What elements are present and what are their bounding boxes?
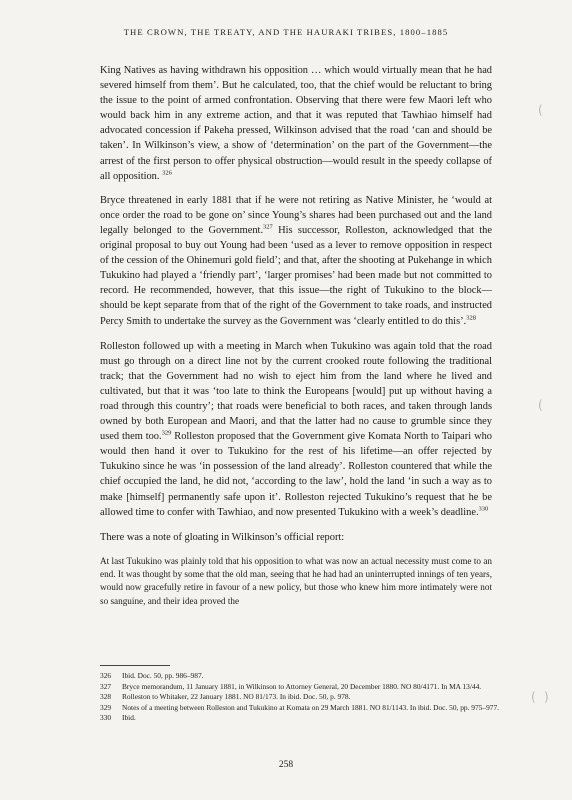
footnote-text: Ibid. Doc. 50, pp. 986–987. [122, 671, 204, 680]
footnote-number: 328 [100, 692, 112, 702]
footnote-327 [100, 682, 500, 693]
paragraph-2 [100, 193, 492, 329]
paragraph-3-text-b: Rolleston proposed that the Government give Komata North to Taipari who would then hand it over to Tukukino for the rest of his lifetime—an offer rejected by Tukukino since he was ‘in possession of the land already’. Rolleston countered that while the chief occupied the land, he did not, ‘according to the law’, hold the land ‘in such a way as to make [himself] permanently safe upon it’. Rolleston rejected Tukukino’s request that he be allowed time to confer with Tawhiao, and now presented Tukukino with a week’s deadline. [100, 431, 492, 518]
paragraph-3-text-a: Rolleston followed up with a meeting in March when Tukukino was again told that the road must go through on a direct line not by the current crooked route following the traditional track; that the Government had no wish to eject him from the land where he lived and cultivated, but that it was ‘too late to think the Europeans [would] put up without having a road through this country’; that roads were beneficial to both races, and taken through lands owned by both European and Maori, and that the latter had no cause to grumble since they used them too. [100, 340, 492, 443]
margin-bracket-mark: ( [531, 690, 536, 704]
page-number: 258 [278, 760, 294, 770]
paragraph-2-text-a: Bryce threatened in early 1881 that if he were not retiring as Native Minister, he ‘would at once order the road to be gone on’ since Young’s shares had been purchased out and the land legally belonged to the Government. [100, 194, 492, 236]
footnote-ref-329[interactable]: 329 [161, 429, 172, 437]
footnote-text: Rolleston to Whitaker, 22 January 1881. NO 81/173. In ibid. Doc. 50, p. 978. [122, 692, 351, 702]
footnote-328 [100, 692, 500, 703]
running-header: THE CROWN, THE TREATY, AND THE HAURAKI TRIBES, 1800–1885 [123, 27, 449, 37]
paragraph-2-text-b: His successor, Rolleston, acknowledged that the original proposal to buy out Young had been ‘used as a lever to remove opposition in respect of the cession of the Ohinemuri gold field’; and that, after the shooting at Pukehange in which Tukukino had played a ‘friendly part’, ‘larger promises’ had been made but not committed to record. He recommended, however, that this issue—the right of Tukukino to the block—should be kept separate from that of the right of the Government to take roads, and instructed Percy Smith to undertake the survey as the Government was ‘clearly entitled to do this’. [100, 224, 492, 327]
margin-bracket-mark: ( [538, 398, 543, 412]
footnote-text: Ibid. [122, 713, 136, 723]
paragraph-4: There was a note of gloating in Wilkinson’s official report: [100, 531, 345, 543]
paragraph-1 [100, 63, 492, 184]
footnote-number: 326 [100, 671, 112, 680]
footnote-ref-330[interactable]: 330 [478, 505, 489, 513]
footnote-number: 327 [100, 681, 112, 691]
main-text [100, 63, 492, 618]
footnote-326 [100, 671, 500, 682]
footnote-ref-326[interactable]: 326 [162, 169, 172, 177]
footnote-text: Notes of a meeting between Rolleston and Tukukino at Komata on 29 March 1881. NO 81/1143. In ibid. Doc. 50, pp. 975–977. [122, 702, 500, 712]
margin-bracket-mark: ( [538, 103, 543, 117]
footnote-ref-327[interactable]: 327 [263, 223, 273, 231]
footnotes [100, 671, 500, 724]
footnote-number: 329 [100, 702, 112, 712]
block-quote: At last Tukukino was plainly told that his opposition to what was now an actual necessity must come to an end. It was thought by some that the old man, seeing that he had had an uninterrupted innings of ten years, would now gracefully retire in favour of a new policy, but those who knew him more intimately were not so sanguine, and their idea proved the [100, 555, 492, 606]
footnote-ref-328[interactable]: 328 [466, 314, 476, 322]
margin-bracket-mark: ) [544, 690, 549, 704]
footnote-number: 330 [100, 713, 112, 723]
paragraph-3 [100, 339, 492, 520]
paragraph-1-text: King Natives as having withdrawn his opposition … which would virtually mean that he had severed himself from them’. But he calculated, too, that the chief would be reluctant to bring the issue to the point of armed confrontation. Observing that there were few Maori left who would back him in any extreme action, and that it was reputed that Tawhiao himself had advocated concession if Pakeha pressed, Wilkinson advised that the road ‘can and should be taken’. In Wilkinson’s view, a show of ‘determination’ on the part of the Government—the arrest of the first person to offer physical obstruction—would result in the speedy collapse of all opposition. [100, 65, 492, 182]
footnote-330 [100, 713, 500, 724]
footnote-329 [100, 703, 500, 714]
footnote-divider [100, 665, 170, 666]
footnote-text: Bryce memorandum, 11 January 1881, in Wilkinson to Attorney General, 20 December 1880. NO 80/4171. In MA 13/44. [122, 681, 482, 691]
